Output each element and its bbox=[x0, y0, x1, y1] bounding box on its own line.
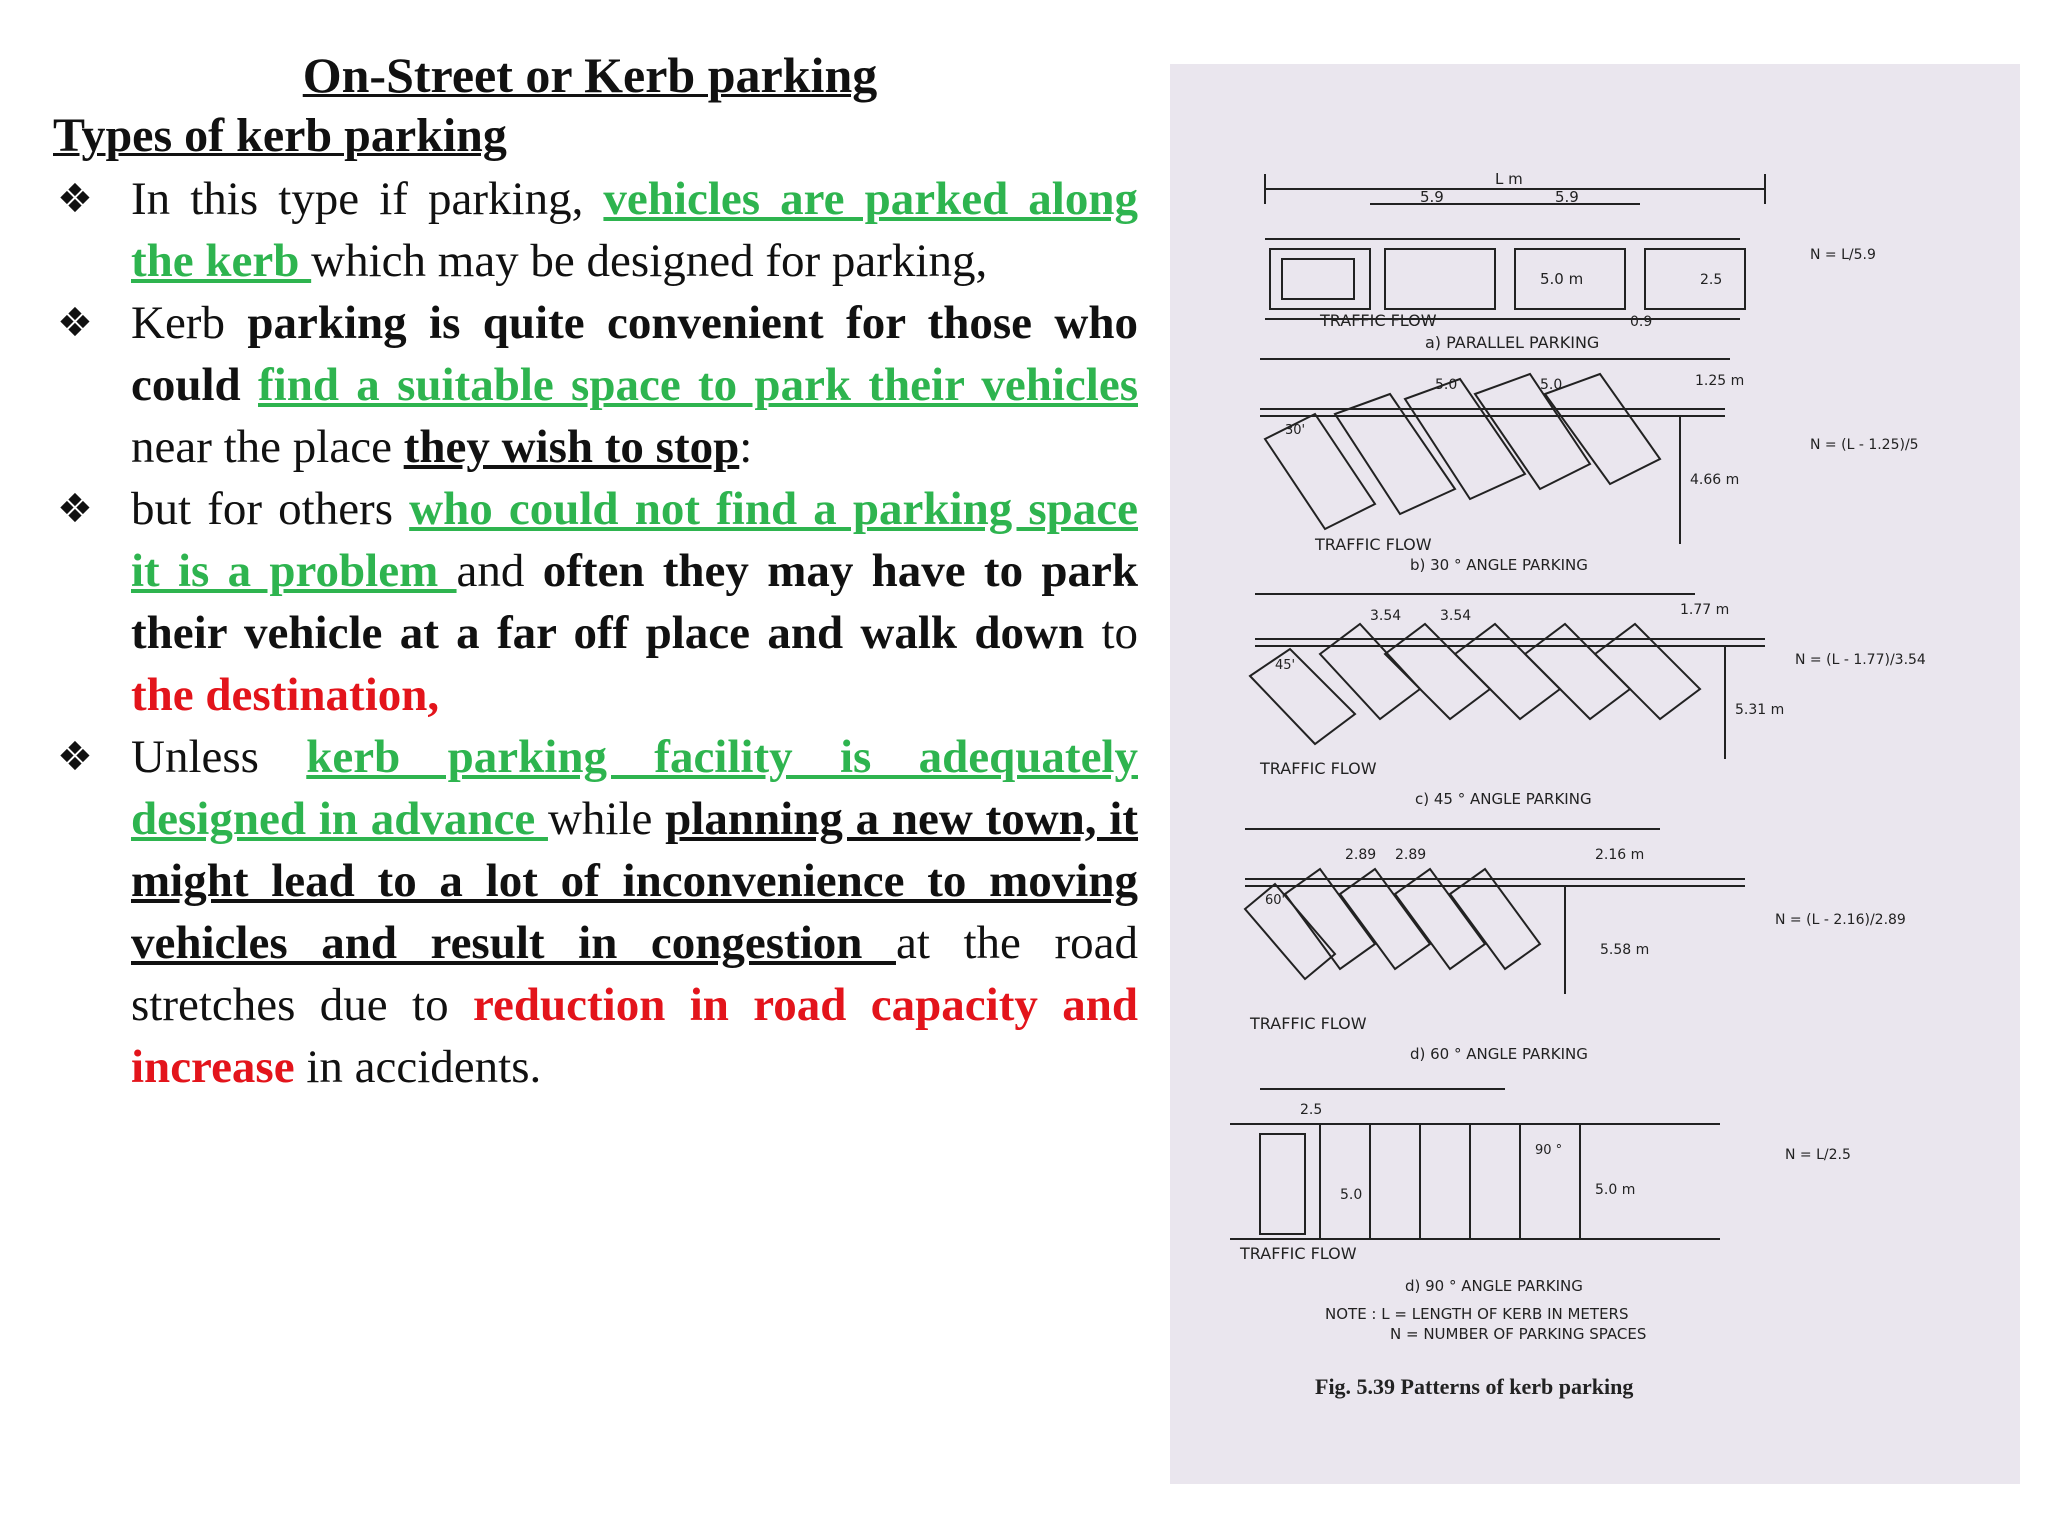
slide-subtitle: Types of kerb parking bbox=[53, 109, 507, 162]
slide-title: On-Street or Kerb parking bbox=[302, 47, 878, 103]
bullet-text-segment: but for others bbox=[131, 483, 410, 535]
bullet-text-segment: reduction in road capacity and increase bbox=[131, 979, 1138, 1093]
bullet-text-segment: they wish to stop bbox=[403, 421, 740, 473]
svg-text:TRAFFIC FLOW: TRAFFIC FLOW bbox=[1315, 535, 1432, 554]
kerb-parking-figure bbox=[1170, 64, 2020, 1484]
diamond-bullet-icon: ❖ bbox=[57, 300, 93, 346]
svg-text:a) PARALLEL PARKING: a) PARALLEL PARKING bbox=[1425, 333, 1600, 352]
svg-text:TRAFFIC FLOW: TRAFFIC FLOW bbox=[1250, 1014, 1367, 1033]
svg-text:N = (L - 1.77)/3.54: N = (L - 1.77)/3.54 bbox=[1795, 652, 1926, 668]
svg-text:N = (L - 1.25)/5: N = (L - 1.25)/5 bbox=[1810, 437, 1919, 453]
bullet-text-segment: which may be designed for parking, bbox=[311, 235, 988, 287]
svg-text:2.5: 2.5 bbox=[1700, 272, 1723, 288]
panel-a-length: L m bbox=[1495, 170, 1523, 188]
svg-text:30': 30' bbox=[1285, 423, 1306, 438]
bullet-text-segment: to bbox=[1101, 607, 1138, 659]
bullet-text-segment: in accidents. bbox=[294, 1041, 542, 1093]
svg-text:N = (L - 2.16)/2.89: N = (L - 2.16)/2.89 bbox=[1775, 912, 1906, 928]
svg-text:5.0: 5.0 bbox=[1540, 377, 1563, 393]
figure-caption: Fig. 5.39 Patterns of kerb parking bbox=[1315, 1374, 1634, 1399]
panel-30-angle bbox=[1260, 359, 1730, 544]
svg-text:4.66 m: 4.66 m bbox=[1690, 472, 1740, 488]
svg-text:N = L/2.5: N = L/2.5 bbox=[1785, 1147, 1851, 1163]
bullet-text-segment: and bbox=[456, 545, 543, 597]
bullet-item-1 bbox=[53, 168, 1138, 292]
svg-text:5.58 m: 5.58 m bbox=[1600, 942, 1650, 958]
bullet-text-segment: vehicles are parked along the kerb bbox=[131, 173, 1138, 287]
svg-text:2.89: 2.89 bbox=[1395, 847, 1427, 863]
svg-text:5.31 m: 5.31 m bbox=[1735, 702, 1785, 718]
svg-text:60': 60' bbox=[1265, 893, 1286, 908]
svg-text:5.0 m: 5.0 m bbox=[1595, 1182, 1636, 1198]
svg-text:d) 60 ° ANGLE PARKING: d) 60 ° ANGLE PARKING bbox=[1410, 1045, 1588, 1063]
panel-60-angle bbox=[1245, 829, 1745, 994]
svg-text:2.16 m: 2.16 m bbox=[1595, 847, 1645, 863]
bullet-item-4 bbox=[53, 726, 1138, 1098]
bullet-text-segment: planning a new town, it might lead to a lot of inconvenience to moving vehicles and result in congestion bbox=[131, 793, 1139, 969]
bullet-text-segment: : bbox=[739, 421, 753, 473]
bullet-text-segment: who could not find a parking space it is a problem bbox=[131, 483, 1138, 597]
diamond-bullet-icon: ❖ bbox=[57, 734, 93, 780]
svg-text:1.25 m: 1.25 m bbox=[1695, 373, 1745, 389]
diamond-bullet-icon: ❖ bbox=[57, 176, 93, 222]
svg-text:45': 45' bbox=[1275, 658, 1296, 673]
bullet-list bbox=[53, 168, 1138, 1098]
bullet-text-segment: often they may have to park their vehicle at a far off place and walk down bbox=[131, 545, 1138, 659]
svg-text:3.54: 3.54 bbox=[1370, 608, 1402, 624]
svg-text:TRAFFIC FLOW: TRAFFIC FLOW bbox=[1240, 1244, 1357, 1263]
svg-text:TRAFFIC FLOW: TRAFFIC FLOW bbox=[1260, 759, 1377, 778]
svg-text:c) 45 ° ANGLE PARKING: c) 45 ° ANGLE PARKING bbox=[1415, 790, 1592, 808]
panel-45-angle bbox=[1250, 594, 1765, 759]
bullet-item-3 bbox=[53, 478, 1138, 726]
svg-text:90 °: 90 ° bbox=[1535, 1143, 1563, 1158]
svg-text:d) 90 ° ANGLE PARKING: d) 90 ° ANGLE PARKING bbox=[1405, 1277, 1583, 1295]
svg-text:3.54: 3.54 bbox=[1440, 608, 1472, 624]
bullet-text-segment: the destination, bbox=[131, 669, 440, 721]
svg-text:1.77 m: 1.77 m bbox=[1680, 602, 1730, 618]
svg-text:5.9: 5.9 bbox=[1420, 188, 1444, 206]
bullet-text-segment: at the road stretches due to bbox=[131, 917, 1138, 1031]
bullet-text-segment: while bbox=[547, 793, 666, 845]
svg-text:0.9: 0.9 bbox=[1630, 314, 1653, 330]
bullet-text-segment: In this type if parking, bbox=[131, 173, 604, 225]
bullet-text-segment: near the place bbox=[131, 421, 404, 473]
bullet-text-segment: kerb parking facility is adequately designed in advance bbox=[131, 731, 1138, 845]
panel-parallel bbox=[1265, 174, 1765, 319]
bullet-text-segment: parking is quite convenient for those who could bbox=[131, 297, 1138, 411]
svg-text:5.9: 5.9 bbox=[1555, 188, 1579, 206]
svg-text:N = L/5.9: N = L/5.9 bbox=[1810, 247, 1876, 263]
svg-text:5.0: 5.0 bbox=[1435, 377, 1458, 393]
diamond-bullet-icon: ❖ bbox=[57, 486, 93, 532]
bullet-text-segment: Unless bbox=[131, 731, 307, 783]
figure-note-2: N = NUMBER OF PARKING SPACES bbox=[1390, 1325, 1647, 1343]
svg-text:2.89: 2.89 bbox=[1345, 847, 1377, 863]
svg-text:5.0: 5.0 bbox=[1340, 1187, 1363, 1203]
svg-text:2.5: 2.5 bbox=[1300, 1102, 1323, 1118]
bullet-text-segment: find a suitable space to park their vehicles bbox=[258, 359, 1138, 411]
svg-text:TRAFFIC FLOW: TRAFFIC FLOW bbox=[1320, 311, 1437, 330]
figure-note-1: NOTE : L = LENGTH OF KERB IN METERS bbox=[1325, 1305, 1629, 1323]
svg-text:b) 30 ° ANGLE PARKING: b) 30 ° ANGLE PARKING bbox=[1410, 556, 1588, 574]
bullet-text-segment: Kerb bbox=[131, 297, 248, 349]
bullet-item-2 bbox=[53, 292, 1138, 478]
svg-text:5.0 m: 5.0 m bbox=[1540, 270, 1584, 288]
